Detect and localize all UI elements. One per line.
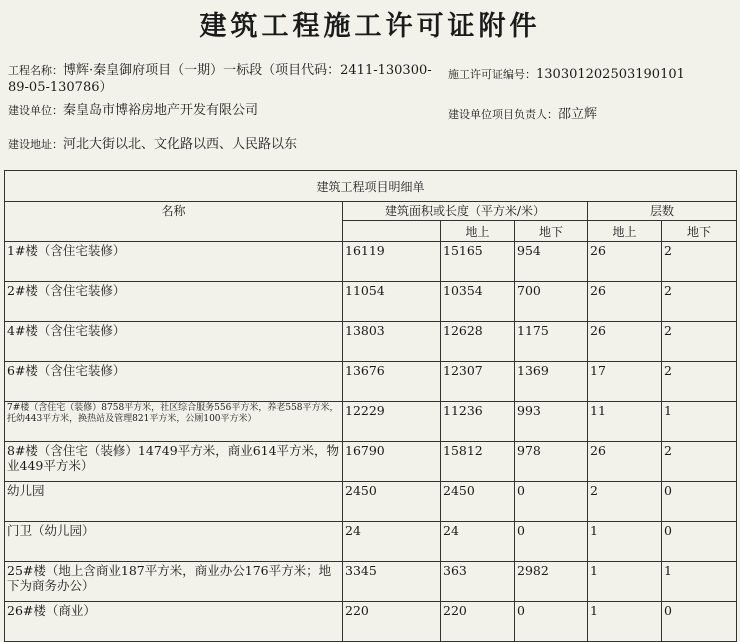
- row-floors-above: 1: [588, 522, 662, 562]
- row-area-total: 16790: [343, 442, 441, 482]
- document-title: 建筑工程施工许可证附件: [199, 11, 541, 42]
- construction-unit-label: 建设单位：: [8, 104, 63, 117]
- header-area-total: [343, 221, 441, 242]
- address-value: 河北大街以北、文化路以西、人民路以东: [63, 137, 298, 152]
- table-row: [5, 282, 737, 322]
- row-name: 7#楼（含住宅（装修）8758平方米，社区综合服务556平方米，养老558平方米，托幼443平方米，换热站及管理821平方米，公厕100平方米）: [5, 402, 343, 442]
- row-name: 26#楼（商业）: [5, 602, 343, 642]
- unit-head-field: [448, 106, 738, 123]
- row-name: 幼儿园: [5, 482, 343, 522]
- row-floors-above: 1: [588, 602, 662, 642]
- row-floors-below: 2: [662, 442, 737, 482]
- row-name: 4#楼（含住宅装修）: [5, 322, 343, 362]
- construction-unit-field: [8, 102, 448, 119]
- project-name-value: 博辉·秦皇御府项目（一期）一标段（项目代码：2411-130300-89-05-130786）: [8, 63, 432, 95]
- table-row: [5, 242, 737, 282]
- table-caption: 建筑工程项目明细单: [5, 171, 737, 202]
- table-row: [5, 522, 737, 562]
- row-area-total: 13803: [343, 322, 441, 362]
- row-area-below: 0: [515, 602, 588, 642]
- row-floors-above: 26: [588, 442, 662, 482]
- row-floors-below: 2: [662, 282, 737, 322]
- row-area-above: 11236: [441, 402, 515, 442]
- row-area-total: 3345: [343, 562, 441, 602]
- row-floors-below: 2: [662, 242, 737, 282]
- row-name: 8#楼（含住宅（装修）14749平方米，商业614平方米，物业449平方米）: [5, 442, 343, 482]
- row-area-above: 10354: [441, 282, 515, 322]
- row-floors-above: 17: [588, 362, 662, 402]
- row-area-total: 13676: [343, 362, 441, 402]
- permit-number-label: 施工许可证编号：: [448, 68, 536, 81]
- row-name: 25#楼（地上含商业187平方米，商业办公176平方米；地下为商务办公）: [5, 562, 343, 602]
- row-area-total: 24: [343, 522, 441, 562]
- table-row: [5, 602, 737, 642]
- row-area-above: 24: [441, 522, 515, 562]
- row-floors-above: 1: [588, 562, 662, 602]
- row-floors-above: 11: [588, 402, 662, 442]
- table-caption-row: [5, 171, 737, 202]
- table-row: [5, 322, 737, 362]
- row-area-below: 1175: [515, 322, 588, 362]
- header-row: [5, 202, 737, 221]
- row-area-above: 15165: [441, 242, 515, 282]
- row-floors-below: 2: [662, 362, 737, 402]
- unit-head-value: 邵立辉: [558, 107, 598, 122]
- row-floors-above: 26: [588, 242, 662, 282]
- row-area-above: 2450: [441, 482, 515, 522]
- table-row: [5, 362, 737, 402]
- row-floors-below: 1: [662, 562, 737, 602]
- header-name: 名称: [5, 202, 343, 242]
- row-area-below: 0: [515, 522, 588, 562]
- header-floors-below: 地下: [662, 221, 737, 242]
- row-area-above: 12628: [441, 322, 515, 362]
- row-floors-below: 1: [662, 402, 737, 442]
- row-area-below: 993: [515, 402, 588, 442]
- table-row: [5, 402, 737, 442]
- row-name: 6#楼（含住宅装修）: [5, 362, 343, 402]
- header-area-below: 地下: [515, 221, 588, 242]
- header-floors-above: 地上: [588, 221, 662, 242]
- row-area-above: 363: [441, 562, 515, 602]
- row-area-below: 978: [515, 442, 588, 482]
- row-area-above: 12307: [441, 362, 515, 402]
- row-area-below: 0: [515, 482, 588, 522]
- row-area-total: 220: [343, 602, 441, 642]
- row-name: 1#楼（含住宅装修）: [5, 242, 343, 282]
- address-label: 建设地址：: [8, 138, 63, 151]
- construction-unit-value: 秦皇岛市博裕房地产开发有限公司: [63, 103, 259, 118]
- row-area-below: 1369: [515, 362, 588, 402]
- table-row: [5, 442, 737, 482]
- row-floors-below: 2: [662, 322, 737, 362]
- row-area-below: 954: [515, 242, 588, 282]
- row-area-total: 11054: [343, 282, 441, 322]
- row-floors-above: 26: [588, 282, 662, 322]
- row-area-above: 220: [441, 602, 515, 642]
- header-area: 建筑面积或长度（平方米/米）: [343, 202, 588, 221]
- row-area-total: 16119: [343, 242, 441, 282]
- table-row: [5, 482, 737, 522]
- row-area-total: 2450: [343, 482, 441, 522]
- row-area-below: 700: [515, 282, 588, 322]
- permit-number-value: 130301202503190101: [536, 67, 685, 82]
- row-floors-below: 0: [662, 482, 737, 522]
- unit-head-label: 建设单位项目负责人：: [448, 108, 558, 121]
- permit-number-field: [448, 66, 738, 83]
- project-detail-table: [4, 170, 737, 642]
- table-row: [5, 562, 737, 602]
- row-floors-above: 2: [588, 482, 662, 522]
- header-floors: 层数: [588, 202, 737, 221]
- row-area-total: 12229: [343, 402, 441, 442]
- row-area-above: 15812: [441, 442, 515, 482]
- project-name-field: [8, 62, 448, 96]
- project-name-label: 工程名称：: [8, 64, 63, 77]
- row-name: 2#楼（含住宅装修）: [5, 282, 343, 322]
- address-field: [8, 136, 448, 153]
- row-floors-below: 0: [662, 602, 737, 642]
- row-floors-above: 26: [588, 322, 662, 362]
- row-name: 门卫（幼儿园）: [5, 522, 343, 562]
- row-floors-below: 0: [662, 522, 737, 562]
- row-area-below: 2982: [515, 562, 588, 602]
- header-area-above: 地上: [441, 221, 515, 242]
